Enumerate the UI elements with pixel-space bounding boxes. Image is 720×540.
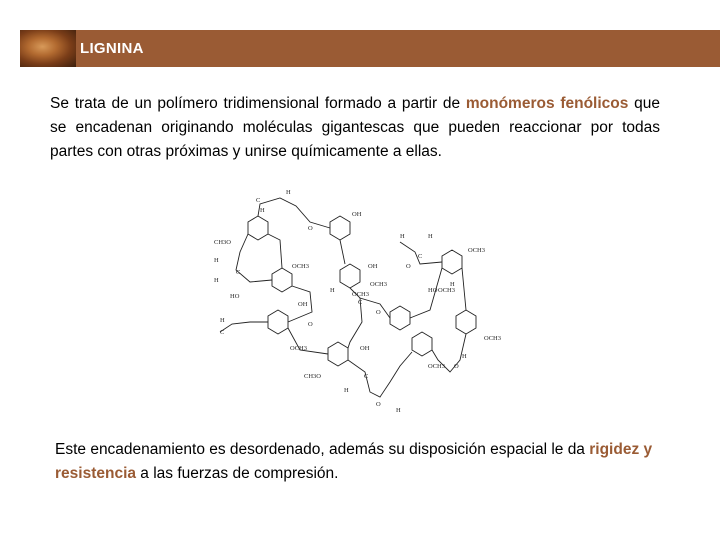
label-och3: OCH3 — [290, 345, 307, 352]
benzene-ring — [456, 310, 476, 334]
label-h: H — [214, 257, 219, 264]
label-h: H — [220, 317, 225, 324]
label-h: H — [396, 407, 401, 414]
label-och3: OCH3 — [484, 335, 501, 342]
chemical-bond — [462, 268, 466, 310]
label-h: H — [260, 207, 265, 214]
benzene-ring — [272, 268, 292, 292]
benzene-ring — [442, 250, 462, 274]
highlight-rigidity-resistance: rigidez y resistencia — [55, 441, 653, 482]
label-h: H — [428, 233, 433, 240]
label-och3: OCH3 — [438, 287, 455, 294]
closing-text-start: Este encadenamiento es desordenado, además su disposición espacial le da — [55, 441, 590, 458]
closing-paragraph — [55, 438, 655, 486]
benzene-ring — [330, 216, 350, 240]
chemical-bond — [236, 234, 272, 282]
label-och3: OCH3 — [428, 363, 445, 370]
page-title: LIGNINA — [80, 40, 144, 57]
label-h: H — [214, 277, 219, 284]
label-h: H — [450, 281, 455, 288]
label-c: C — [220, 329, 225, 336]
label-ch3o: CH3O — [304, 373, 321, 380]
label-och3: CH3O — [214, 239, 231, 246]
label-och3: OCH3 — [468, 247, 485, 254]
highlight-phenolic-monomers: monómeros fenólicos — [465, 95, 629, 112]
label-o: O — [308, 225, 313, 232]
label-h: H — [400, 233, 405, 240]
chemical-bond — [268, 234, 282, 268]
chemical-bond — [258, 198, 330, 228]
label-c: C — [418, 253, 423, 260]
benzene-ring — [328, 342, 348, 366]
benzene-ring — [268, 310, 288, 334]
intro-paragraph — [50, 92, 660, 164]
label-och3: OCH3 — [292, 263, 309, 270]
label-oh: OH — [368, 263, 378, 270]
intro-text-start: Se trata de un polímero tridimensional formado a partir de — [50, 95, 466, 112]
label-h: H — [344, 387, 349, 394]
label-oh: OH — [352, 211, 362, 218]
label-h: H — [462, 353, 467, 360]
label-o: O — [406, 263, 411, 270]
label-oh: HO — [428, 287, 438, 294]
chemical-bond — [220, 322, 268, 332]
label-o: O — [308, 321, 313, 328]
intro-text-end: que se encadenan originando moléculas gigantescas que pueden reaccionar por todas partes con otras próximas y unirse químicamente a ellas. — [50, 95, 660, 160]
benzene-ring — [390, 306, 410, 330]
label-och3: OCH3 — [352, 291, 369, 298]
label-oh: OH — [298, 301, 308, 308]
label-o: O — [454, 363, 459, 370]
label-o: O — [376, 401, 381, 408]
benzene-ring — [248, 216, 268, 240]
benzene-ring — [340, 264, 360, 288]
wood-texture-thumbnail — [20, 30, 76, 67]
chemical-bond — [340, 240, 345, 264]
label-c: C — [236, 269, 241, 276]
label-c: C — [358, 299, 363, 306]
benzene-ring — [412, 332, 432, 356]
label-c: C — [364, 373, 369, 380]
label-och3: OCH3 — [370, 281, 387, 288]
label-ho: HO — [230, 293, 240, 300]
label-h: H — [286, 189, 291, 196]
chemical-bond — [348, 352, 412, 397]
closing-text-end: a las fuerzas de compresión. — [136, 465, 339, 482]
label-o: O — [376, 309, 381, 316]
lignin-structure-diagram — [200, 182, 510, 422]
label-c: C — [256, 197, 261, 204]
label-oh: OH — [360, 345, 370, 352]
label-h: H — [330, 287, 335, 294]
